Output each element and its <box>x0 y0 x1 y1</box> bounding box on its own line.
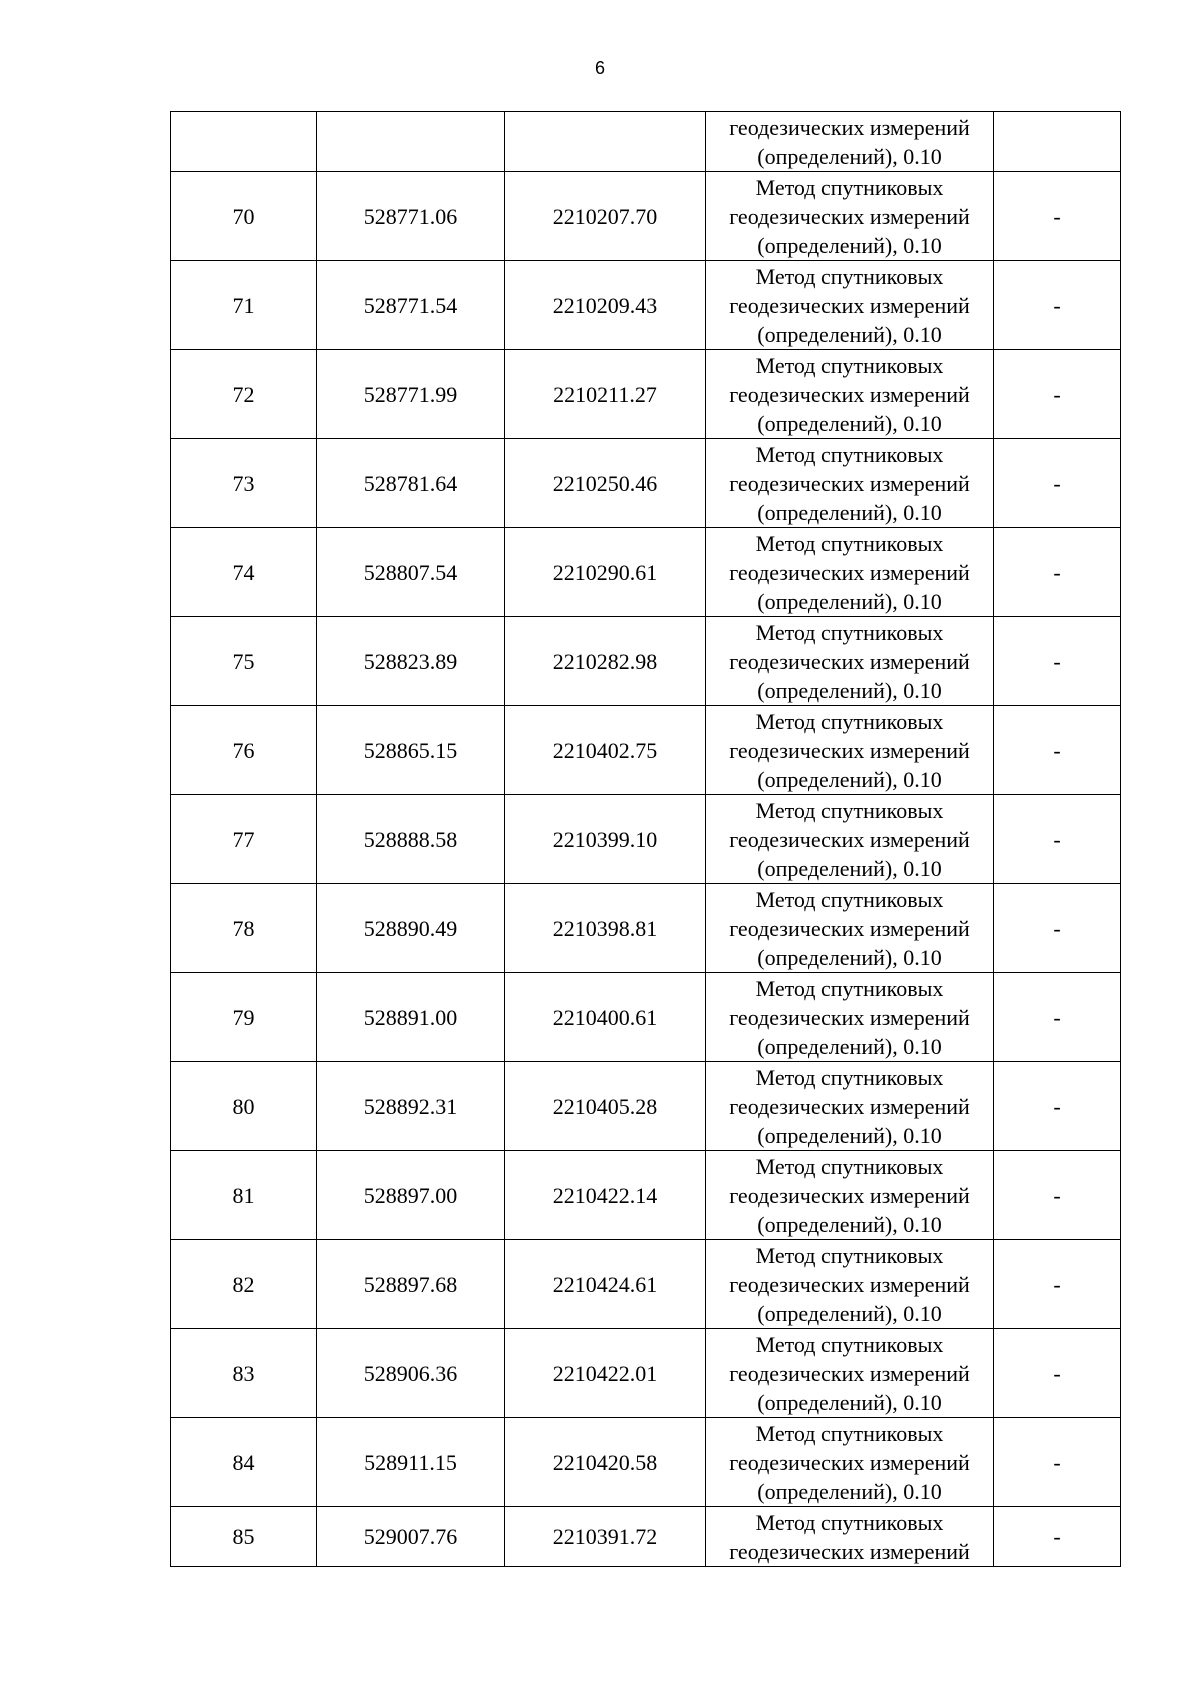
method-line: Метод спутниковых <box>755 1420 944 1446</box>
method-cell <box>706 795 994 884</box>
description-cell: - <box>994 1329 1121 1418</box>
method-line: Метод спутниковых <box>755 352 944 378</box>
y-coordinate-cell: 2210399.10 <box>505 795 706 884</box>
method-cell <box>706 1151 994 1240</box>
point-number-cell: 83 <box>171 1329 317 1418</box>
method-line: (определений), 0.10 <box>757 855 942 881</box>
y-coordinate-cell: 2210391.72 <box>505 1507 706 1567</box>
point-number-cell <box>171 112 317 172</box>
method-line: Метод спутниковых <box>755 441 944 467</box>
y-coordinate-cell: 2210398.81 <box>505 884 706 973</box>
table-row-continued <box>171 112 1121 172</box>
method-line: (определений), 0.10 <box>757 1389 942 1415</box>
x-coordinate-cell: 528771.99 <box>317 350 505 439</box>
point-number-cell: 75 <box>171 617 317 706</box>
y-coordinate-cell: 2210207.70 <box>505 172 706 261</box>
point-number-cell: 76 <box>171 706 317 795</box>
x-coordinate-cell: 528888.58 <box>317 795 505 884</box>
method-line: геодезических измерений <box>729 292 970 318</box>
table-row <box>171 1507 1121 1567</box>
x-coordinate-cell: 528911.15 <box>317 1418 505 1507</box>
method-line: (определений), 0.10 <box>757 1211 942 1237</box>
description-cell: - <box>994 795 1121 884</box>
point-number-cell: 71 <box>171 261 317 350</box>
method-line: (определений), 0.10 <box>757 588 942 614</box>
description-cell: - <box>994 528 1121 617</box>
table-row <box>171 1151 1121 1240</box>
x-coordinate-cell: 528891.00 <box>317 973 505 1062</box>
method-cell <box>706 973 994 1062</box>
y-coordinate-cell: 2210402.75 <box>505 706 706 795</box>
method-cell <box>706 528 994 617</box>
method-line: (определений), 0.10 <box>757 143 942 169</box>
method-line: геодезических измерений <box>729 826 970 852</box>
method-line: (определений), 0.10 <box>757 1300 942 1326</box>
x-coordinate-cell <box>317 112 505 172</box>
coordinates-table <box>170 111 1121 1567</box>
y-coordinate-cell: 2210405.28 <box>505 1062 706 1151</box>
method-line: геодезических измерений <box>729 559 970 585</box>
table-row <box>171 706 1121 795</box>
point-number-cell: 79 <box>171 973 317 1062</box>
y-coordinate-cell: 2210211.27 <box>505 350 706 439</box>
x-coordinate-cell: 528823.89 <box>317 617 505 706</box>
x-coordinate-cell: 528781.64 <box>317 439 505 528</box>
point-number-cell: 72 <box>171 350 317 439</box>
method-line: геодезических измерений <box>729 1182 970 1208</box>
method-cell <box>706 617 994 706</box>
description-cell: - <box>994 706 1121 795</box>
description-cell: - <box>994 1151 1121 1240</box>
method-line: Метод спутниковых <box>755 619 944 645</box>
method-line: Метод спутниковых <box>755 1153 944 1179</box>
method-line: геодезических измерений <box>729 1449 970 1475</box>
description-cell: - <box>994 439 1121 528</box>
table-row <box>171 1240 1121 1329</box>
method-cell <box>706 706 994 795</box>
method-line: (определений), 0.10 <box>757 1122 942 1148</box>
description-cell: - <box>994 1418 1121 1507</box>
x-coordinate-cell: 528897.68 <box>317 1240 505 1329</box>
description-cell: - <box>994 350 1121 439</box>
description-cell: - <box>994 617 1121 706</box>
method-line: (определений), 0.10 <box>757 944 942 970</box>
point-number-cell: 85 <box>171 1507 317 1567</box>
x-coordinate-cell: 528897.00 <box>317 1151 505 1240</box>
method-cell <box>706 1418 994 1507</box>
method-line: геодезических измерений <box>729 203 970 229</box>
method-line: геодезических измерений <box>729 915 970 941</box>
table-row <box>171 172 1121 261</box>
x-coordinate-cell: 528807.54 <box>317 528 505 617</box>
table-row <box>171 439 1121 528</box>
method-line: Метод спутниковых <box>755 886 944 912</box>
method-line: геодезических измерений <box>729 470 970 496</box>
method-line: геодезических измерений <box>729 1360 970 1386</box>
x-coordinate-cell: 528906.36 <box>317 1329 505 1418</box>
method-line: (определений), 0.10 <box>757 1478 942 1504</box>
method-line: (определений), 0.10 <box>757 677 942 703</box>
method-cell <box>706 1329 994 1418</box>
method-line: Метод спутниковых <box>755 708 944 734</box>
y-coordinate-cell: 2210420.58 <box>505 1418 706 1507</box>
method-line: геодезических измерений <box>729 648 970 674</box>
table-row <box>171 261 1121 350</box>
method-cell <box>706 172 994 261</box>
method-line: Метод спутниковых <box>755 975 944 1001</box>
method-cell <box>706 1240 994 1329</box>
method-cell <box>706 1507 994 1567</box>
table-row <box>171 617 1121 706</box>
method-cell <box>706 261 994 350</box>
y-coordinate-cell: 2210424.61 <box>505 1240 706 1329</box>
method-line: геодезических измерений <box>729 1538 970 1564</box>
point-number-cell: 84 <box>171 1418 317 1507</box>
method-cell <box>706 1062 994 1151</box>
method-line: (определений), 0.10 <box>757 232 942 258</box>
x-coordinate-cell: 528771.54 <box>317 261 505 350</box>
table-row <box>171 884 1121 973</box>
method-line: геодезических измерений <box>729 737 970 763</box>
table-row <box>171 973 1121 1062</box>
method-line: Метод спутниковых <box>755 263 944 289</box>
x-coordinate-cell: 528865.15 <box>317 706 505 795</box>
method-line: (определений), 0.10 <box>757 410 942 436</box>
method-line: Метод спутниковых <box>755 530 944 556</box>
y-coordinate-cell: 2210400.61 <box>505 973 706 1062</box>
description-cell: - <box>994 1062 1121 1151</box>
x-coordinate-cell: 529007.76 <box>317 1507 505 1567</box>
table-row <box>171 795 1121 884</box>
point-number-cell: 74 <box>171 528 317 617</box>
method-cell <box>706 439 994 528</box>
table-row <box>171 1418 1121 1507</box>
point-number-cell: 80 <box>171 1062 317 1151</box>
y-coordinate-cell: 2210422.14 <box>505 1151 706 1240</box>
y-coordinate-cell: 2210282.98 <box>505 617 706 706</box>
description-cell: - <box>994 172 1121 261</box>
method-line: геодезических измерений <box>729 1093 970 1119</box>
description-cell: - <box>994 1507 1121 1567</box>
y-coordinate-cell: 2210422.01 <box>505 1329 706 1418</box>
method-line: Метод спутниковых <box>755 1242 944 1268</box>
method-line: геодезических измерений <box>729 114 970 140</box>
x-coordinate-cell: 528890.49 <box>317 884 505 973</box>
method-line: (определений), 0.10 <box>757 1033 942 1059</box>
y-coordinate-cell: 2210250.46 <box>505 439 706 528</box>
method-line: геодезических измерений <box>729 1271 970 1297</box>
method-line: (определений), 0.10 <box>757 766 942 792</box>
method-cell <box>706 884 994 973</box>
x-coordinate-cell: 528892.31 <box>317 1062 505 1151</box>
page-number: 6 <box>594 58 605 78</box>
description-cell: - <box>994 973 1121 1062</box>
table-row <box>171 1062 1121 1151</box>
method-line: Метод спутниковых <box>755 1064 944 1090</box>
description-cell: - <box>994 1240 1121 1329</box>
point-number-cell: 77 <box>171 795 317 884</box>
table-row <box>171 350 1121 439</box>
method-line: геодезических измерений <box>729 1004 970 1030</box>
table-row <box>171 1329 1121 1418</box>
table-row <box>171 528 1121 617</box>
point-number-cell: 82 <box>171 1240 317 1329</box>
method-line: Метод спутниковых <box>755 1509 944 1535</box>
y-coordinate-cell: 2210290.61 <box>505 528 706 617</box>
y-coordinate-cell <box>505 112 706 172</box>
method-line: Метод спутниковых <box>755 174 944 200</box>
method-line: (определений), 0.10 <box>757 499 942 525</box>
method-line: (определений), 0.10 <box>757 321 942 347</box>
method-line: Метод спутниковых <box>755 797 944 823</box>
method-cell <box>706 112 994 172</box>
description-cell <box>994 112 1121 172</box>
point-number-cell: 78 <box>171 884 317 973</box>
description-cell: - <box>994 261 1121 350</box>
x-coordinate-cell: 528771.06 <box>317 172 505 261</box>
method-line: Метод спутниковых <box>755 1331 944 1357</box>
method-line: геодезических измерений <box>729 381 970 407</box>
description-cell: - <box>994 884 1121 973</box>
y-coordinate-cell: 2210209.43 <box>505 261 706 350</box>
point-number-cell: 73 <box>171 439 317 528</box>
method-cell <box>706 350 994 439</box>
point-number-cell: 81 <box>171 1151 317 1240</box>
point-number-cell: 70 <box>171 172 317 261</box>
